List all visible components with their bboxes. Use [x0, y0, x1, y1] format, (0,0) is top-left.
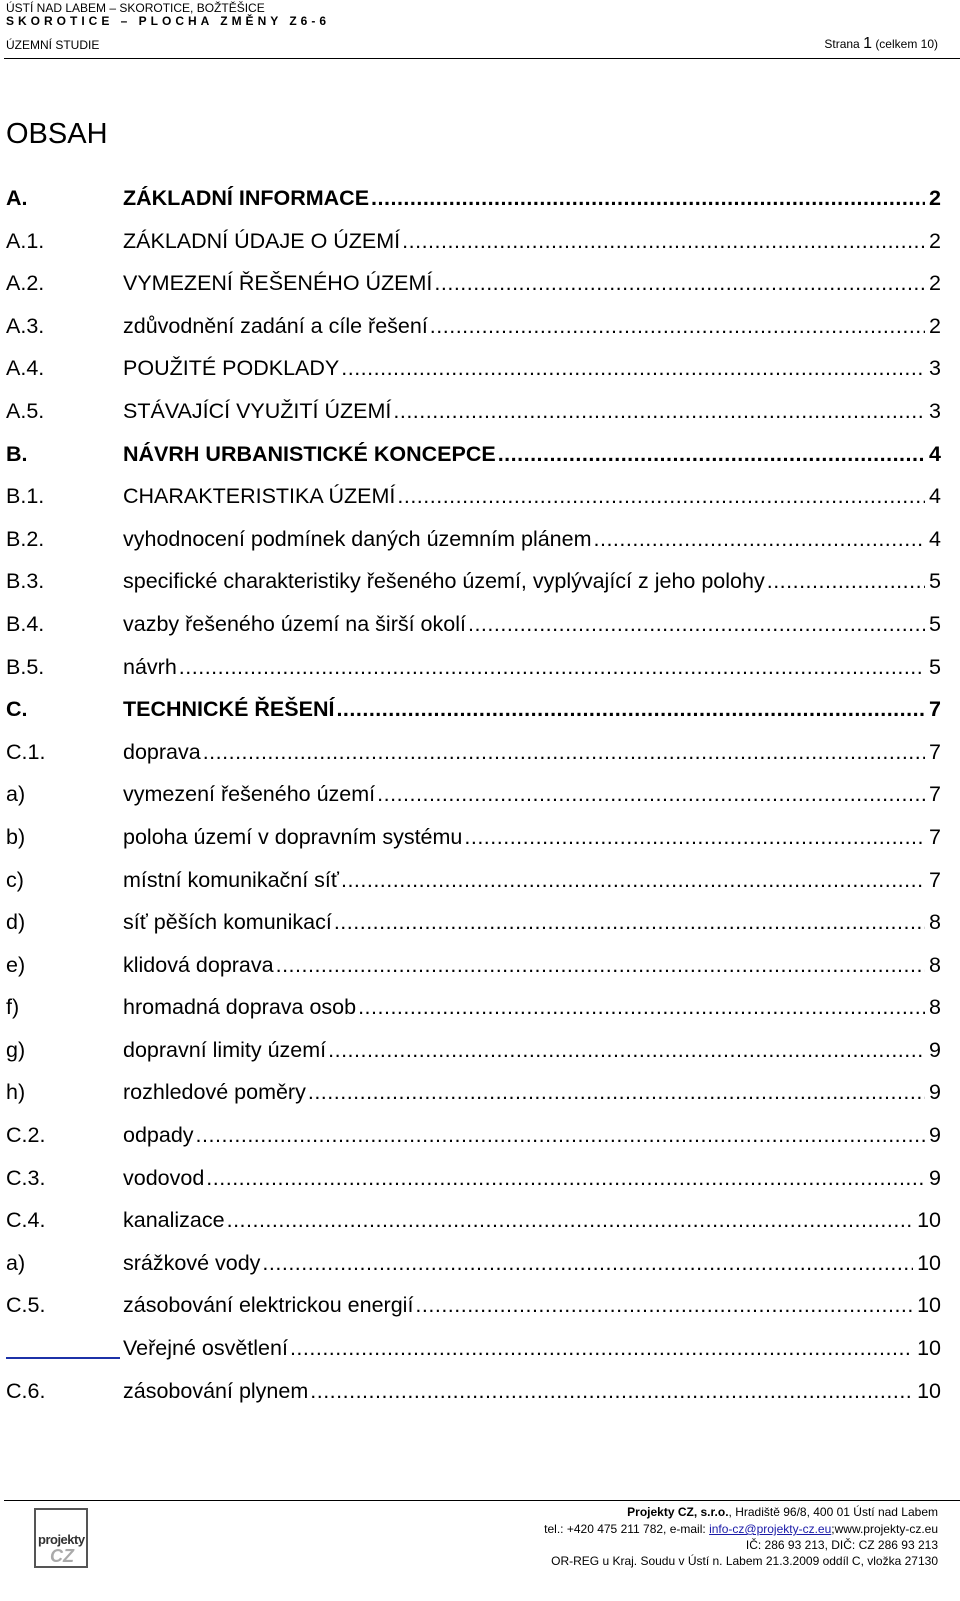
toc-entry-title: rozhledové poměry — [123, 1080, 306, 1105]
page-indicator — [824, 36, 938, 52]
toc-entry-title: CHARAKTERISTIKA ÚZEMÍ — [123, 484, 396, 509]
toc-entry-line — [123, 816, 941, 859]
toc-entry-line — [123, 1114, 941, 1157]
toc-entry-page: 8 — [929, 910, 941, 935]
toc-entry[interactable] — [6, 646, 958, 689]
toc-entry-leader-dots — [196, 1114, 925, 1157]
toc-entry[interactable] — [6, 901, 958, 944]
toc-entry-number: C.1. — [6, 739, 46, 764]
toc-entry-line — [123, 433, 941, 476]
toc-entry-number: C. — [6, 697, 28, 722]
toc-entry-line — [123, 1370, 941, 1413]
toc-entry-number-underline — [6, 1357, 120, 1359]
toc-entry-title: zásobování elektrickou energií — [123, 1293, 414, 1318]
toc-entry-page: 2 — [929, 186, 941, 210]
toc-entry-leader-dots — [336, 688, 925, 731]
toc-entry-title: specifické charakteristiky řešeného území, vyplývající z jeho polohy — [123, 569, 765, 594]
toc-entry-page: 2 — [929, 271, 941, 296]
toc-entry-leader-dots — [464, 816, 925, 859]
toc-entry-leader-dots — [371, 177, 925, 220]
company-logo — [34, 1508, 88, 1568]
toc-entry-title: POUŽITÉ PODKLADY — [123, 356, 340, 381]
toc-entry-page: 2 — [929, 313, 941, 338]
footer-register: OR-REG u Kraj. Soudu v Ústí n. Labem 21.3.2009 oddíl C, vložka 27130 — [551, 1554, 938, 1568]
toc-entry[interactable] — [6, 475, 958, 518]
toc-entry[interactable] — [6, 944, 958, 987]
logo-text: projekty — [38, 1532, 85, 1547]
toc-entry-leader-dots — [203, 731, 925, 774]
toc-entry-leader-dots — [227, 1199, 913, 1242]
header-divider — [4, 58, 960, 59]
toc-entry[interactable] — [6, 518, 958, 561]
toc-entry-page: 10 — [917, 1378, 941, 1403]
toc-entry-line — [123, 262, 941, 305]
toc-entry-page: 5 — [929, 611, 941, 636]
toc-entry-title: NÁVRH URBANISTICKÉ KONCEPCE — [123, 441, 496, 466]
toc-entry-number: C.6. — [6, 1378, 46, 1403]
toc-entry-number: A.3. — [6, 313, 45, 338]
toc-entry-title: hromadná doprava osob — [123, 995, 357, 1020]
toc-entry-title: klidová doprava — [123, 952, 274, 977]
toc-entry[interactable] — [6, 1114, 958, 1157]
toc-entry-line — [123, 475, 941, 518]
toc-entry-leader-dots — [334, 901, 925, 944]
contact-phone: tel.: +420 475 211 782, e-mail: — [544, 1522, 710, 1536]
toc-entry[interactable] — [6, 1199, 958, 1242]
header-project-area: SKOROTICE – PLOCHA ZMĚNY Z6-6 — [6, 14, 331, 28]
toc-entry-leader-dots — [498, 433, 925, 476]
toc-entry-title: ZÁKLADNÍ ÚDAJE O ÚZEMÍ — [123, 228, 401, 253]
toc-entry[interactable] — [6, 603, 958, 646]
toc-entry-line — [123, 347, 941, 390]
toc-entry-number: C.2. — [6, 1123, 46, 1148]
toc-entry[interactable] — [6, 859, 958, 902]
toc-entry-line — [123, 688, 941, 731]
toc-entry-page: 10 — [917, 1336, 941, 1361]
footer-ids: IČ: 286 93 213, DIČ: CZ 286 93 213 — [745, 1538, 938, 1552]
toc-entry-title: VYMEZENÍ ŘEŠENÉHO ÚZEMÍ — [123, 271, 433, 296]
toc-entry-line — [123, 518, 941, 561]
toc-entry-number: B.4. — [6, 611, 45, 636]
toc-entry-page: 5 — [929, 569, 941, 594]
toc-entry-line — [123, 305, 941, 348]
toc-entry-title: vazby řešeného území na širší okolí — [123, 611, 466, 636]
toc-entry-leader-dots — [468, 603, 925, 646]
toc-entry-page: 2 — [929, 228, 941, 253]
toc-entry-page: 10 — [917, 1293, 941, 1318]
toc-entry-leader-dots — [341, 859, 925, 902]
toc-entry-number: c) — [6, 867, 24, 892]
company-address: , Hradiště 96/8, 400 01 Ústí nad Labem — [728, 1505, 938, 1519]
toc-entry-line — [123, 220, 941, 263]
toc-entry[interactable] — [6, 262, 958, 305]
toc-entry-title: zdůvodnění zadání a cíle řešení — [123, 313, 428, 338]
toc-entry-leader-dots — [594, 518, 926, 561]
toc-entry[interactable] — [6, 1157, 958, 1200]
toc-entry-number: a) — [6, 1250, 26, 1275]
toc-entry-page: 8 — [929, 995, 941, 1020]
toc-entry-page: 10 — [917, 1208, 941, 1233]
toc-entry-title: místní komunikační síť — [123, 867, 339, 892]
toc-entry-number: B.1. — [6, 484, 45, 509]
toc-entry-title: srážkové vody — [123, 1250, 261, 1275]
toc-entry[interactable] — [6, 773, 958, 816]
toc-entry-leader-dots — [262, 1242, 913, 1285]
toc-entry-line — [123, 1199, 941, 1242]
toc-entry-number: A.4. — [6, 356, 45, 381]
toc-entry-title: ZÁKLADNÍ INFORMACE — [123, 186, 370, 210]
toc-entry-line — [123, 1327, 941, 1370]
toc-entry-leader-dots — [310, 1370, 913, 1413]
toc-entry-title: vymezení řešeného území — [123, 782, 376, 807]
toc-entry[interactable] — [6, 220, 958, 263]
toc-entry-title: zásobování plynem — [123, 1378, 309, 1403]
toc-entry-number: B.2. — [6, 526, 45, 551]
toc-entry-title: vyhodnocení podmínek daných územním plánem — [123, 526, 592, 551]
company-name: Projekty CZ, s.r.o. — [627, 1505, 729, 1519]
toc-entry-line — [123, 390, 941, 433]
toc-entry-title: poloha území v dopravním systému — [123, 824, 463, 849]
toc-entry-leader-dots — [276, 944, 925, 987]
toc-entry-number: A.5. — [6, 398, 45, 423]
toc-entry-leader-dots — [397, 475, 925, 518]
toc-entry-number: h) — [6, 1080, 26, 1105]
contact-web: ;www.projekty-cz.eu — [831, 1522, 938, 1536]
toc-entry-leader-dots — [767, 560, 925, 603]
page-number: 1 — [863, 35, 872, 52]
toc-entry-leader-dots — [206, 1157, 925, 1200]
toc-entry-title: odpady — [123, 1123, 194, 1148]
toc-entry-leader-dots — [434, 262, 925, 305]
toc-entry-number: A. — [6, 186, 28, 210]
toc-entry-page: 9 — [929, 1123, 941, 1148]
toc-entry-leader-dots — [179, 646, 925, 689]
toc-entry[interactable] — [6, 731, 958, 774]
toc-entry-leader-dots — [358, 986, 925, 1029]
page-total: (celkem 10) — [875, 37, 938, 51]
header-document-type: ÚZEMNÍ STUDIE — [6, 38, 100, 52]
toc-entry-leader-dots — [393, 390, 925, 433]
footer-company — [627, 1505, 938, 1520]
toc-entry[interactable] — [6, 1327, 958, 1370]
toc-entry-number: A.1. — [6, 228, 45, 253]
toc-entry-line — [123, 944, 941, 987]
toc-entry-number: g) — [6, 1037, 26, 1062]
toc-entry-page: 7 — [929, 697, 941, 722]
header-project-location: ÚSTÍ NAD LABEM – SKOROTICE, BOŽTĚŠICE — [6, 1, 265, 15]
toc-entry-line — [123, 859, 941, 902]
toc-entry[interactable] — [6, 1284, 958, 1327]
toc-entry-title: síť pěších komunikací — [123, 910, 332, 935]
toc-entry-number: A.2. — [6, 271, 45, 296]
toc-entry-number: B. — [6, 441, 28, 466]
toc-entry-page: 7 — [929, 824, 941, 849]
toc-entry[interactable] — [6, 1029, 958, 1072]
toc-entry-number: b) — [6, 824, 26, 849]
toc-entry-number: B.5. — [6, 654, 45, 679]
toc-entry-leader-dots — [341, 347, 925, 390]
toc-entry-leader-dots — [328, 1029, 925, 1072]
toc-entry-title: TECHNICKÉ ŘEŠENÍ — [123, 697, 335, 722]
toc-entry-line — [123, 603, 941, 646]
toc-entry[interactable] — [6, 986, 958, 1029]
toc-entry[interactable] — [6, 688, 958, 731]
toc-entry[interactable] — [6, 177, 958, 220]
toc-entry-number: d) — [6, 910, 26, 935]
toc-entry-page: 10 — [917, 1250, 941, 1275]
toc-entry-page: 7 — [929, 739, 941, 764]
toc-entry-leader-dots — [430, 305, 925, 348]
logo-cz: CZ — [50, 1546, 74, 1566]
toc-entry-line — [123, 773, 941, 816]
toc-entry[interactable] — [6, 816, 958, 859]
toc-entry-page: 9 — [929, 1037, 941, 1062]
toc-entry-page: 3 — [929, 398, 941, 423]
email-link[interactable]: info-cz@projekty-cz.eu — [709, 1522, 832, 1536]
toc-entry-leader-dots — [290, 1327, 913, 1370]
toc-entry-title: návrh — [123, 654, 177, 679]
toc-entry[interactable] — [6, 560, 958, 603]
toc-entry-line — [123, 986, 941, 1029]
toc-entry-number: C.4. — [6, 1208, 46, 1233]
toc-entry[interactable] — [6, 347, 958, 390]
toc-entry-line — [123, 1284, 941, 1327]
toc-entry-number: C.5. — [6, 1293, 46, 1318]
toc-entry-number: B.3. — [6, 569, 45, 594]
toc-entry-number: C.3. — [6, 1165, 46, 1190]
page-title: OBSAH — [6, 118, 108, 150]
toc-entry[interactable] — [6, 305, 958, 348]
toc-entry-leader-dots — [308, 1071, 925, 1114]
toc-entry-page: 7 — [929, 867, 941, 892]
table-of-contents — [6, 177, 958, 1412]
toc-entry-number: e) — [6, 952, 26, 977]
toc-entry-line — [123, 1029, 941, 1072]
toc-entry[interactable] — [6, 1242, 958, 1285]
toc-entry-title: Veřejné osvětlení — [123, 1336, 288, 1361]
toc-entry-number: a) — [6, 782, 26, 807]
toc-entry-page: 4 — [929, 526, 941, 551]
toc-entry-line — [123, 560, 941, 603]
toc-entry-leader-dots — [415, 1284, 913, 1327]
toc-entry-title: STÁVAJÍCÍ VYUŽITÍ ÚZEMÍ — [123, 398, 392, 423]
toc-entry-line — [123, 901, 941, 944]
toc-entry-page: 8 — [929, 952, 941, 977]
toc-entry-title: vodovod — [123, 1165, 205, 1190]
toc-entry-line — [123, 731, 941, 774]
page-prefix: Strana — [824, 37, 860, 51]
toc-entry-line — [123, 646, 941, 689]
toc-entry[interactable] — [6, 1370, 958, 1413]
toc-entry-title: doprava — [123, 739, 201, 764]
toc-entry-title: kanalizace — [123, 1208, 225, 1233]
footer-contact — [544, 1522, 938, 1537]
toc-entry[interactable] — [6, 1071, 958, 1114]
toc-entry-leader-dots — [402, 220, 925, 263]
toc-entry-line — [123, 177, 941, 220]
toc-entry-page: 9 — [929, 1165, 941, 1190]
toc-entry-page: 3 — [929, 356, 941, 381]
toc-entry-line — [123, 1071, 941, 1114]
toc-entry-title: dopravní limity území — [123, 1037, 327, 1062]
toc-entry-page: 4 — [929, 484, 941, 509]
toc-entry[interactable] — [6, 433, 958, 476]
toc-entry-line — [123, 1157, 941, 1200]
toc-entry-page: 9 — [929, 1080, 941, 1105]
toc-entry-page: 5 — [929, 654, 941, 679]
toc-entry-page: 7 — [929, 782, 941, 807]
toc-entry-page: 4 — [929, 441, 941, 466]
footer-divider — [4, 1500, 960, 1501]
toc-entry-leader-dots — [377, 773, 925, 816]
toc-entry[interactable] — [6, 390, 958, 433]
toc-entry-line — [123, 1242, 941, 1285]
toc-entry-number: f) — [6, 995, 20, 1020]
